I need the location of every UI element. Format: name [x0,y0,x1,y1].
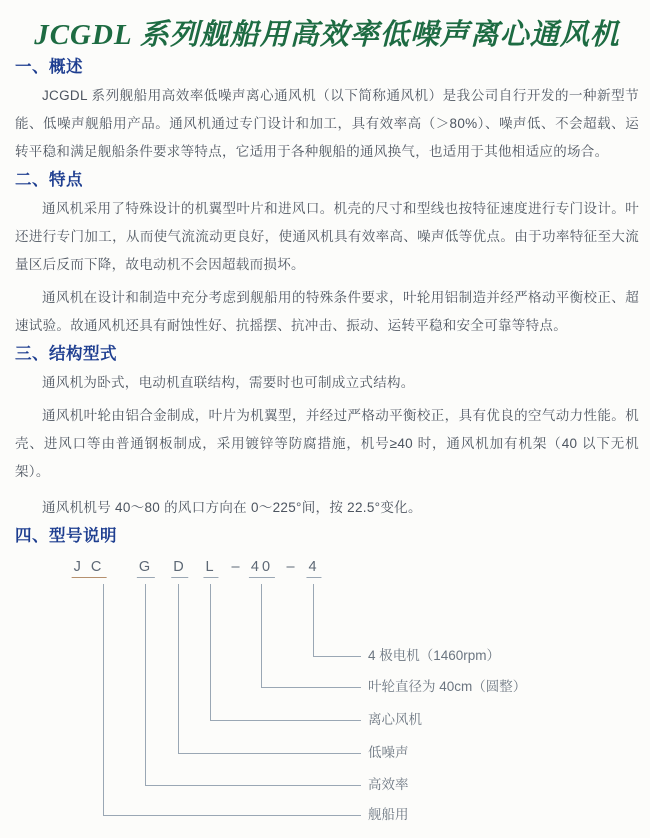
model-code-part-D: D [171,559,188,578]
features-paragraph-2: 通风机在设计和制造中充分考虑到舰船用的特殊条件要求，叶轮用铝制造并经严格动平衡校正、超速试验。故通风机还具有耐蚀性好、抗摇摆、抗冲击、振动、运转平稳和安全可靠等特点。 [15,290,639,333]
section-heading-features: 二、特点 [15,171,83,189]
legend-label-low-noise: 低噪声 [368,745,409,760]
structure-paragraph-1: 通风机为卧式，电动机直联结构，需要时也可制成立式结构。 [42,375,415,390]
legend-label-impeller-diameter: 叶轮直径为 40cm（圆整） [368,679,527,694]
section-heading-overview: 一、概述 [15,58,83,76]
legend-label-high-efficiency: 高效率 [368,777,409,792]
model-code-part-40: 40 [249,559,275,578]
section-heading-model-designation: 四、型号说明 [15,527,117,545]
model-code-dash-1: – [231,559,243,575]
structure-paragraph-2: 通风机叶轮由铝合金制成，叶片为机翼型，并经过严格动平衡校正，具有优良的空气动力性能。机壳、进风口等由普通钢板制成，采用镀锌等防腐措施，机号≥40 时，通风机加有机架（40 以下无机架）。 [15,408,639,479]
model-code-part-G: G [137,559,155,578]
legend-label-marine-use: 舰船用 [368,807,409,822]
structure-paragraph-3: 通风机机号 40～80 的风口方向在 0～225°间，按 22.5°变化。 [42,500,422,515]
section-heading-structure: 三、结构型式 [15,345,117,363]
overview-paragraph: JCGDL 系列舰船用高效率低噪声离心通风机（以下简称通风机）是我公司自行开发的一种新型节能、低噪声舰船用产品。通风机通过专门设计和加工，具有效率高（＞80%）、噪声低、不会超载、运转平稳和满足舰船条件要求等特点，它适用于各种舰船的通风换气，也适用于其他相适应的场合。 [15,88,639,159]
legend-label-centrifugal-fan: 离心风机 [368,712,422,727]
features-paragraph-1: 通风机采用了特殊设计的机翼型叶片和进风口。机壳的尺寸和型线也按特征速度进行专门设计。叶还进行专门加工，从而使气流流动更良好，使通风机具有效率高、噪声低等优点。由于功率特征至大流量区后反而下降，故电动机不会因超载而损坏。 [15,201,639,272]
document-title: JCGDL 系列舰船用高效率低噪声离心通风机 [34,19,620,51]
legend-label-motor-poles: 4 极电机（1460rpm） [368,648,501,663]
model-code-part-JC: J C [72,559,107,578]
model-code-diagram [15,554,639,832]
model-code-part-L: L [203,559,218,578]
model-code-dash-2: – [286,559,298,575]
connector-line-marine-use [103,584,361,816]
model-code-part-4: 4 [306,559,321,578]
